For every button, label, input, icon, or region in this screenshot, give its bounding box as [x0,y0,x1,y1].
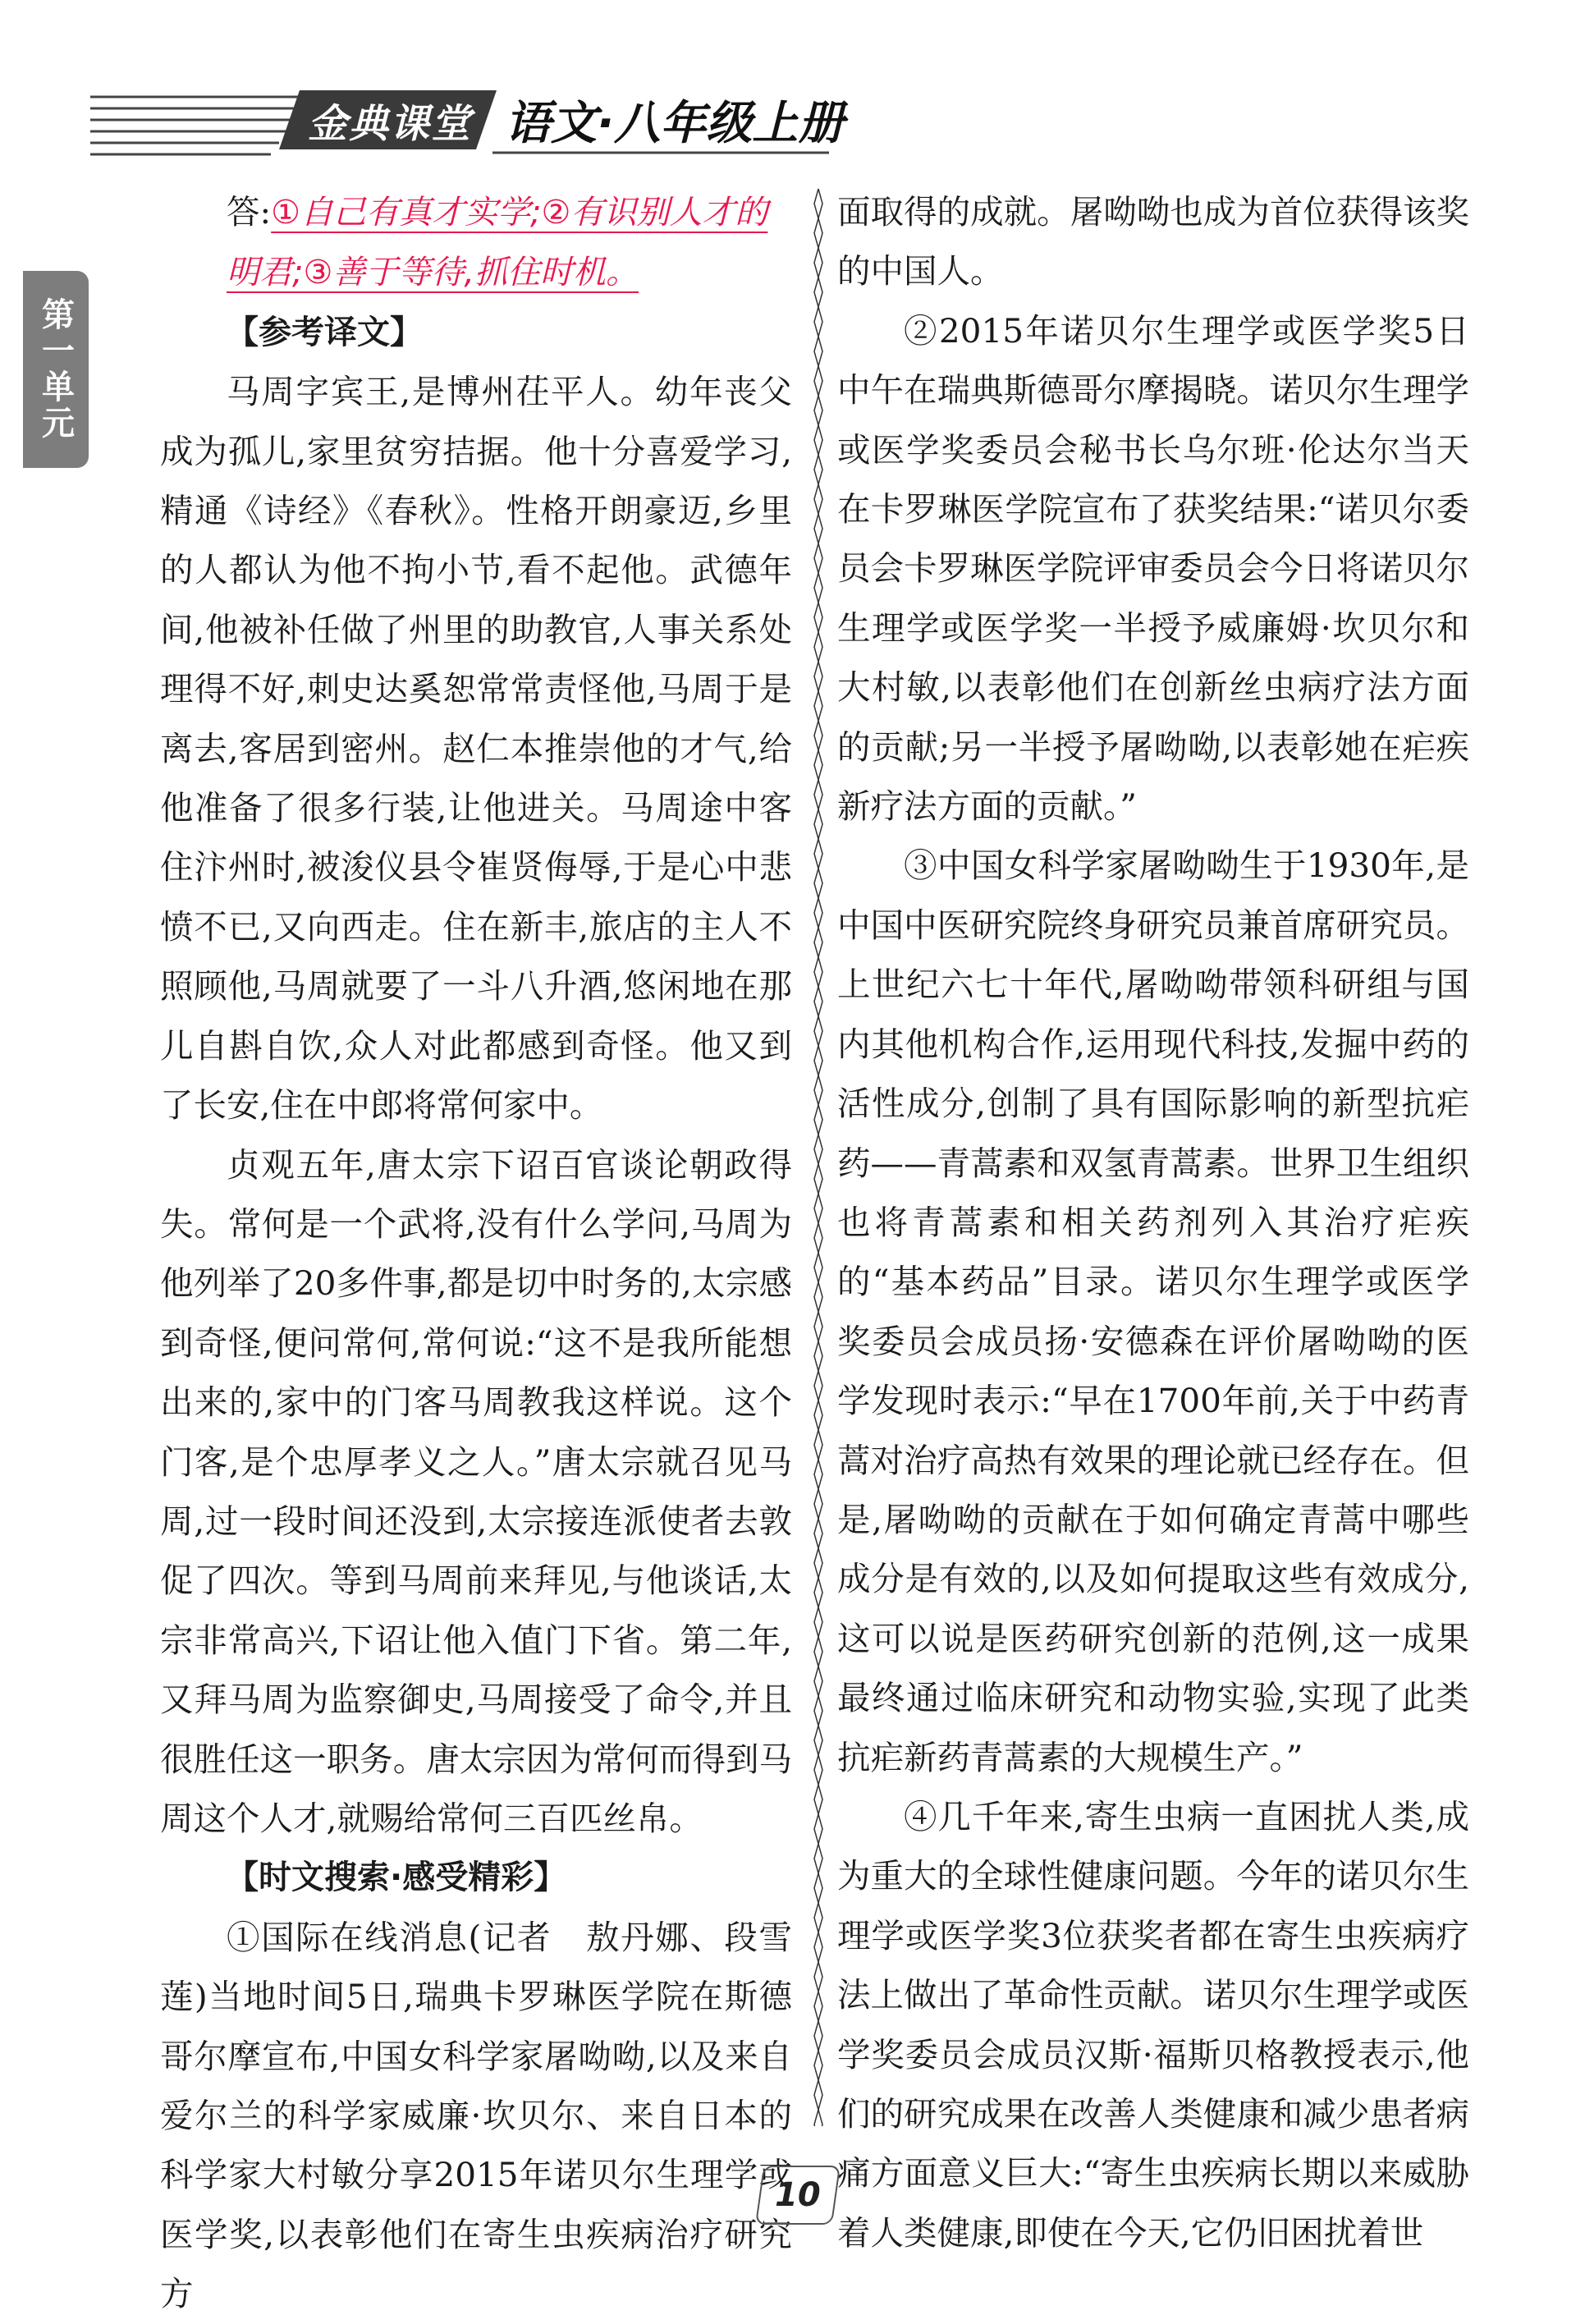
translation-paragraph-2: 贞观五年,唐太宗下诏百官谈论朝政得失。常何是一个武将,没有什么学问,马周为他列举了20多件事,都是切中时务的,太宗感到奇怪,便问常何,常何说:“这不是我所能想出来的,家中的门客马周教我这样说。这个门客,是个忠厚孝义之人。”唐太宗就召见马周,过一段时间还没到,太宗接连派使者去敦促了四次。等到马周前来拜见,与他谈话,太宗非常高兴,下诏让他入值门下省。第二年,又拜马周为监察御史,马周接受了命令,并且很胜任这一职务。唐太宗因为常何而得到马周这个人才,就赐给常何三百匹丝帛。 [160,1144,792,1838]
news-heading: 【时文搜索·感受精彩】 [226,1859,567,1897]
news-paragraph-1: ①国际在线消息(记者 敖丹娜、段雪莲)当地时间5日,瑞典卡罗琳医学院在斯德哥尔摩宣布,中国女科学家屠呦呦,以及来自爱尔兰的科学家威廉·坎贝尔、来自日本的科学家大村敏分享2015年诺贝尔生理学或医学奖,以表彰他们在寄生虫疾病治疗研究方 [160,1917,792,2314]
book-subject-title: 语文·八年级上册 [505,97,845,150]
right-column [837,182,1469,2262]
news-paragraph-4: ④几千年来,寄生虫病一直困扰人类,成为重大的全球性健康问题。今年的诺贝尔生理学或医学奖3位获奖者都在寄生虫疾病疗法上做出了革命性贡献。诺贝尔生理学或医学奖委员会成员汉斯·福斯贝格教授表示,他们的研究成果在改善人类健康和减少患者病痛方面意义巨大:“寄生虫疾病长期以来威胁着人类健康,即使在今天,它仍旧困扰着世 [837,1796,1469,2253]
answer-line-1 [160,182,792,242]
left-column [160,182,792,2324]
brand-logo-text: 金典课堂 [307,100,472,147]
news-paragraph-3: ③中国女科学家屠呦呦生于1930年,是中国中医研究院终身研究员兼首席研究员。上世纪六七十年代,屠呦呦带领科研组与国内其他机构合作,运用现代科技,发掘中药的活性成分,创制了具有国际影响的新型抗疟药——青蒿素和双氢青蒿素。世界卫生组织也将青蒿素和相关药剂列入其治疗疟疾的“基本药品”目录。诺贝尔生理学或医学奖委员会成员扬·安德森在评价屠呦呦的医学发现时表示:“早在1700年前,关于中药青蒿对治疗高热有效果的理论就已经存在。但是,屠呦呦的贡献在于如何确定青蒿中哪些成分是有效的,以及如何提取这些有效成分,这可以说是医药研究创新的范例,这一成果最终通过临床研究和动物实验,实现了此类抗疟新药青蒿素的大规模生产。” [837,846,1469,1777]
news-continuation: 面取得的成就。屠呦呦也成为首位获得该奖的中国人。 [837,192,1469,291]
answer-line-2 [160,242,792,302]
page-header [0,0,1585,172]
news-paragraph-2: ②2015年诺贝尔生理学或医学奖5日中午在瑞典斯德哥尔摩揭晓。诺贝尔生理学或医学奖委员会秘书长乌尔班·伦达尔当天在卡罗琳医学院宣布了获奖结果:“诺贝尔委员会卡罗琳医学院评审委员会今日将诺贝尔生理学或医学奖一半授予威廉姆·坎贝尔和大村敏,以表彰他们在创新丝虫病疗法方面的贡献;另一半授予屠呦呦,以表彰她在疟疾新疗法方面的贡献。” [837,310,1469,827]
column-divider [813,189,824,2126]
unit-side-tab: 第一单元 [23,271,89,468]
handwritten-answer-2: 明君;③善于等待,抓住时机。 [227,254,639,292]
translation-heading: 【参考译文】 [226,313,423,351]
page-number [755,2166,841,2225]
answer-prefix: 答: [227,192,272,231]
translation-paragraph-1: 马周字宾王,是博州茌平人。幼年丧父成为孤儿,家里贫穷拮据。他十分喜爱学习,精通《诗经》《春秋》。性格开朗豪迈,乡里的人都认为他不拘小节,看不起他。武德年间,他被补任做了州里的助教官,人事关系处理得不好,刺史达奚恕常常责怪他,马周于是离去,客居到密州。赵仁本推崇他的才气,给他准备了很多行装,让他进关。马周途中客住汴州时,被浚仪县令崔贤侮辱,于是心中悲愤不已,又向西走。住在新丰,旅店的主人不照顾他,马周就要了一斗八升酒,悠闲地在那儿自斟自饮,众人对此都感到奇怪。他又到了长安,住在中郎将常何家中。 [160,372,792,1125]
handwritten-answer-1: ①自己有真才实学;②有识别人才的 [271,194,768,231]
page-number-text: 10 [775,2176,821,2214]
